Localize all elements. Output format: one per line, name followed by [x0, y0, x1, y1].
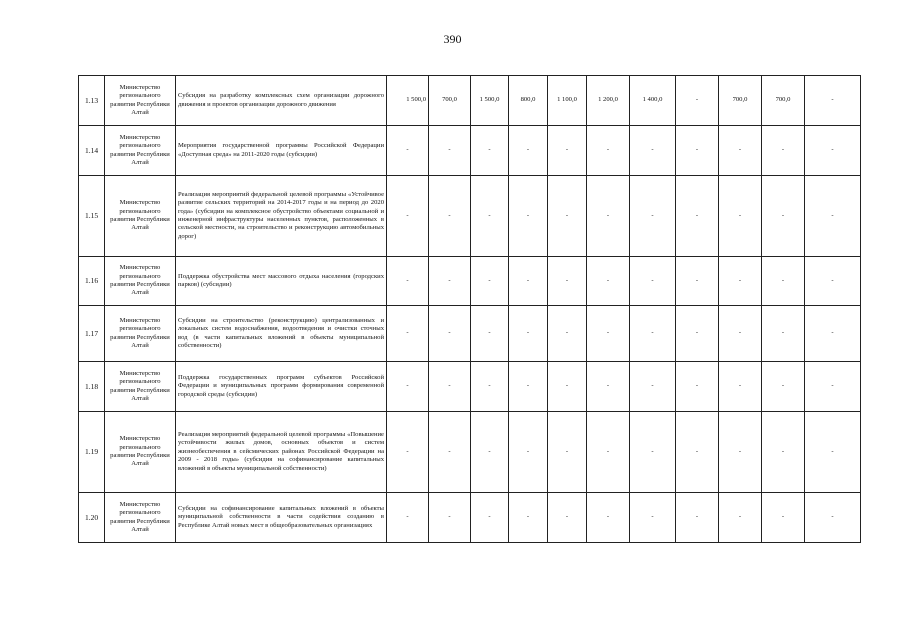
- executor-cell: Министерство регионального развития Республики Алтай: [105, 257, 176, 306]
- value-cell: -: [587, 257, 630, 306]
- value-cell: -: [587, 362, 630, 412]
- table-row: [79, 76, 861, 126]
- row-number: 1.19: [79, 412, 105, 493]
- value-cell: -: [587, 126, 630, 176]
- executor-cell: Министерство регионального развития Республики Алтай: [105, 493, 176, 543]
- value-cell: -: [630, 362, 676, 412]
- budget-table: [78, 75, 861, 543]
- row-number: 1.15: [79, 176, 105, 257]
- table-row: [79, 306, 861, 362]
- value-cell: -: [719, 493, 762, 543]
- description-cell: Поддержка государственных программ субъектов Российской Федерации и муниципальных программ формирования современной городской среды (субсидии): [176, 362, 387, 412]
- value-cell: -: [429, 493, 471, 543]
- executor-cell: Министерство регионального развития Республики Алтай: [105, 126, 176, 176]
- value-cell: -: [471, 126, 509, 176]
- value-cell: -: [509, 412, 548, 493]
- value-cell: -: [548, 306, 587, 362]
- value-cell: -: [805, 362, 861, 412]
- value-cell: -: [805, 493, 861, 543]
- value-cell: -: [676, 412, 719, 493]
- description-cell: Субсидии на софинансирование капитальных вложений в объекты муниципальной собственности в части содействия созданию в Республике Алтай новых мест в общеобразовательных организациях: [176, 493, 387, 543]
- table-row: [79, 493, 861, 543]
- value-cell: -: [429, 257, 471, 306]
- value-cell: -: [587, 412, 630, 493]
- value-cell: -: [387, 257, 429, 306]
- value-cell: -: [719, 257, 762, 306]
- page-number: 390: [443, 32, 462, 46]
- value-cell: -: [509, 176, 548, 257]
- table-row: [79, 126, 861, 176]
- value-cell: -: [762, 176, 805, 257]
- table-row: [79, 176, 861, 257]
- value-cell: -: [676, 306, 719, 362]
- value-cell: -: [429, 126, 471, 176]
- value-cell: -: [471, 257, 509, 306]
- value-cell: 1 500,0: [471, 76, 509, 126]
- description-cell: Мероприятия государственной программы Российской Федерации «Доступная среда» на 2011-2020 годы (субсидии): [176, 126, 387, 176]
- description-cell: Субсидии на строительство (реконструкцию) централизованных и локальных систем водоснабжения, водоотведения и очистки сточных вод (в части капитальных вложений в объекты муниципальной собственности): [176, 306, 387, 362]
- description-cell: Реализация мероприятий федеральной целевой программы «Повышение устойчивости жилых домов, основных объектов и систем жизнеобеспечения в сейсмических районах Российской Федерации на 2009 - 2018 годы» (субсидия на софинансирование капитальных вложений в объекты муниципальной собственности): [176, 412, 387, 493]
- value-cell: -: [719, 306, 762, 362]
- value-cell: -: [548, 362, 587, 412]
- value-cell: -: [429, 176, 471, 257]
- value-cell: 1 500,0: [387, 76, 429, 126]
- value-cell: -: [719, 176, 762, 257]
- value-cell: 700,0: [762, 76, 805, 126]
- value-cell: -: [587, 306, 630, 362]
- value-cell: -: [429, 412, 471, 493]
- value-cell: -: [719, 412, 762, 493]
- value-cell: -: [548, 257, 587, 306]
- value-cell: -: [548, 126, 587, 176]
- value-cell: -: [387, 493, 429, 543]
- value-cell: -: [719, 126, 762, 176]
- executor-cell: Министерство регионального развития Республики Алтай: [105, 76, 176, 126]
- value-cell: -: [387, 126, 429, 176]
- value-cell: -: [762, 493, 805, 543]
- value-cell: 800,0: [509, 76, 548, 126]
- executor-cell: Министерство регионального развития Республики Алтай: [105, 412, 176, 493]
- value-cell: -: [676, 362, 719, 412]
- table-row: [79, 362, 861, 412]
- value-cell: -: [429, 362, 471, 412]
- table-row: [79, 257, 861, 306]
- value-cell: -: [509, 257, 548, 306]
- value-cell: -: [630, 176, 676, 257]
- value-cell: -: [471, 412, 509, 493]
- value-cell: -: [587, 176, 630, 257]
- value-cell: 700,0: [719, 76, 762, 126]
- value-cell: 700,0: [429, 76, 471, 126]
- description-cell: Реализация мероприятий федеральной целевой программы «Устойчивое развитие сельских территорий на 2014-2017 годы и на период до 2020 года» (субсидии на комплексное обустройство объектами социальной и инженерной инфраструктуры населенных пунктов, расположенных в сельской местности, на строительство и реконструкцию автомобильных дорог): [176, 176, 387, 257]
- value-cell: -: [630, 493, 676, 543]
- value-cell: -: [387, 306, 429, 362]
- value-cell: -: [387, 176, 429, 257]
- value-cell: -: [509, 126, 548, 176]
- value-cell: -: [805, 126, 861, 176]
- value-cell: -: [630, 126, 676, 176]
- value-cell: -: [676, 76, 719, 126]
- value-cell: -: [471, 176, 509, 257]
- description-cell: Поддержка обустройства мест массового отдыха населения (городских парков) (субсидии): [176, 257, 387, 306]
- table-row: [79, 412, 861, 493]
- value-cell: -: [471, 362, 509, 412]
- value-cell: -: [762, 126, 805, 176]
- value-cell: -: [471, 493, 509, 543]
- value-cell: -: [762, 412, 805, 493]
- value-cell: -: [676, 493, 719, 543]
- value-cell: -: [805, 76, 861, 126]
- value-cell: -: [762, 362, 805, 412]
- value-cell: -: [630, 412, 676, 493]
- value-cell: -: [805, 176, 861, 257]
- value-cell: -: [387, 362, 429, 412]
- value-cell: -: [805, 412, 861, 493]
- value-cell: -: [471, 306, 509, 362]
- value-cell: -: [587, 493, 630, 543]
- value-cell: -: [548, 176, 587, 257]
- value-cell: -: [630, 306, 676, 362]
- value-cell: -: [548, 412, 587, 493]
- executor-cell: Министерство регионального развития Республики Алтай: [105, 306, 176, 362]
- row-number: 1.13: [79, 76, 105, 126]
- value-cell: -: [762, 306, 805, 362]
- value-cell: -: [805, 257, 861, 306]
- value-cell: -: [719, 362, 762, 412]
- value-cell: -: [387, 412, 429, 493]
- value-cell: -: [630, 257, 676, 306]
- value-cell: 1 400,0: [630, 76, 676, 126]
- value-cell: 1 100,0: [548, 76, 587, 126]
- row-number: 1.17: [79, 306, 105, 362]
- value-cell: -: [805, 306, 861, 362]
- row-number: 1.14: [79, 126, 105, 176]
- value-cell: 1 200,0: [587, 76, 630, 126]
- value-cell: -: [509, 306, 548, 362]
- value-cell: -: [429, 306, 471, 362]
- value-cell: -: [509, 493, 548, 543]
- value-cell: -: [676, 176, 719, 257]
- value-cell: -: [676, 126, 719, 176]
- executor-cell: Министерство регионального развития Республики Алтай: [105, 176, 176, 257]
- executor-cell: Министерство регионального развития Республики Алтай: [105, 362, 176, 412]
- value-cell: -: [676, 257, 719, 306]
- row-number: 1.20: [79, 493, 105, 543]
- value-cell: -: [762, 257, 805, 306]
- row-number: 1.18: [79, 362, 105, 412]
- description-cell: Субсидия на разработку комплексных схем организации дорожного движения и проектов организации дорожного движения: [176, 76, 387, 126]
- value-cell: -: [548, 493, 587, 543]
- value-cell: -: [509, 362, 548, 412]
- row-number: 1.16: [79, 257, 105, 306]
